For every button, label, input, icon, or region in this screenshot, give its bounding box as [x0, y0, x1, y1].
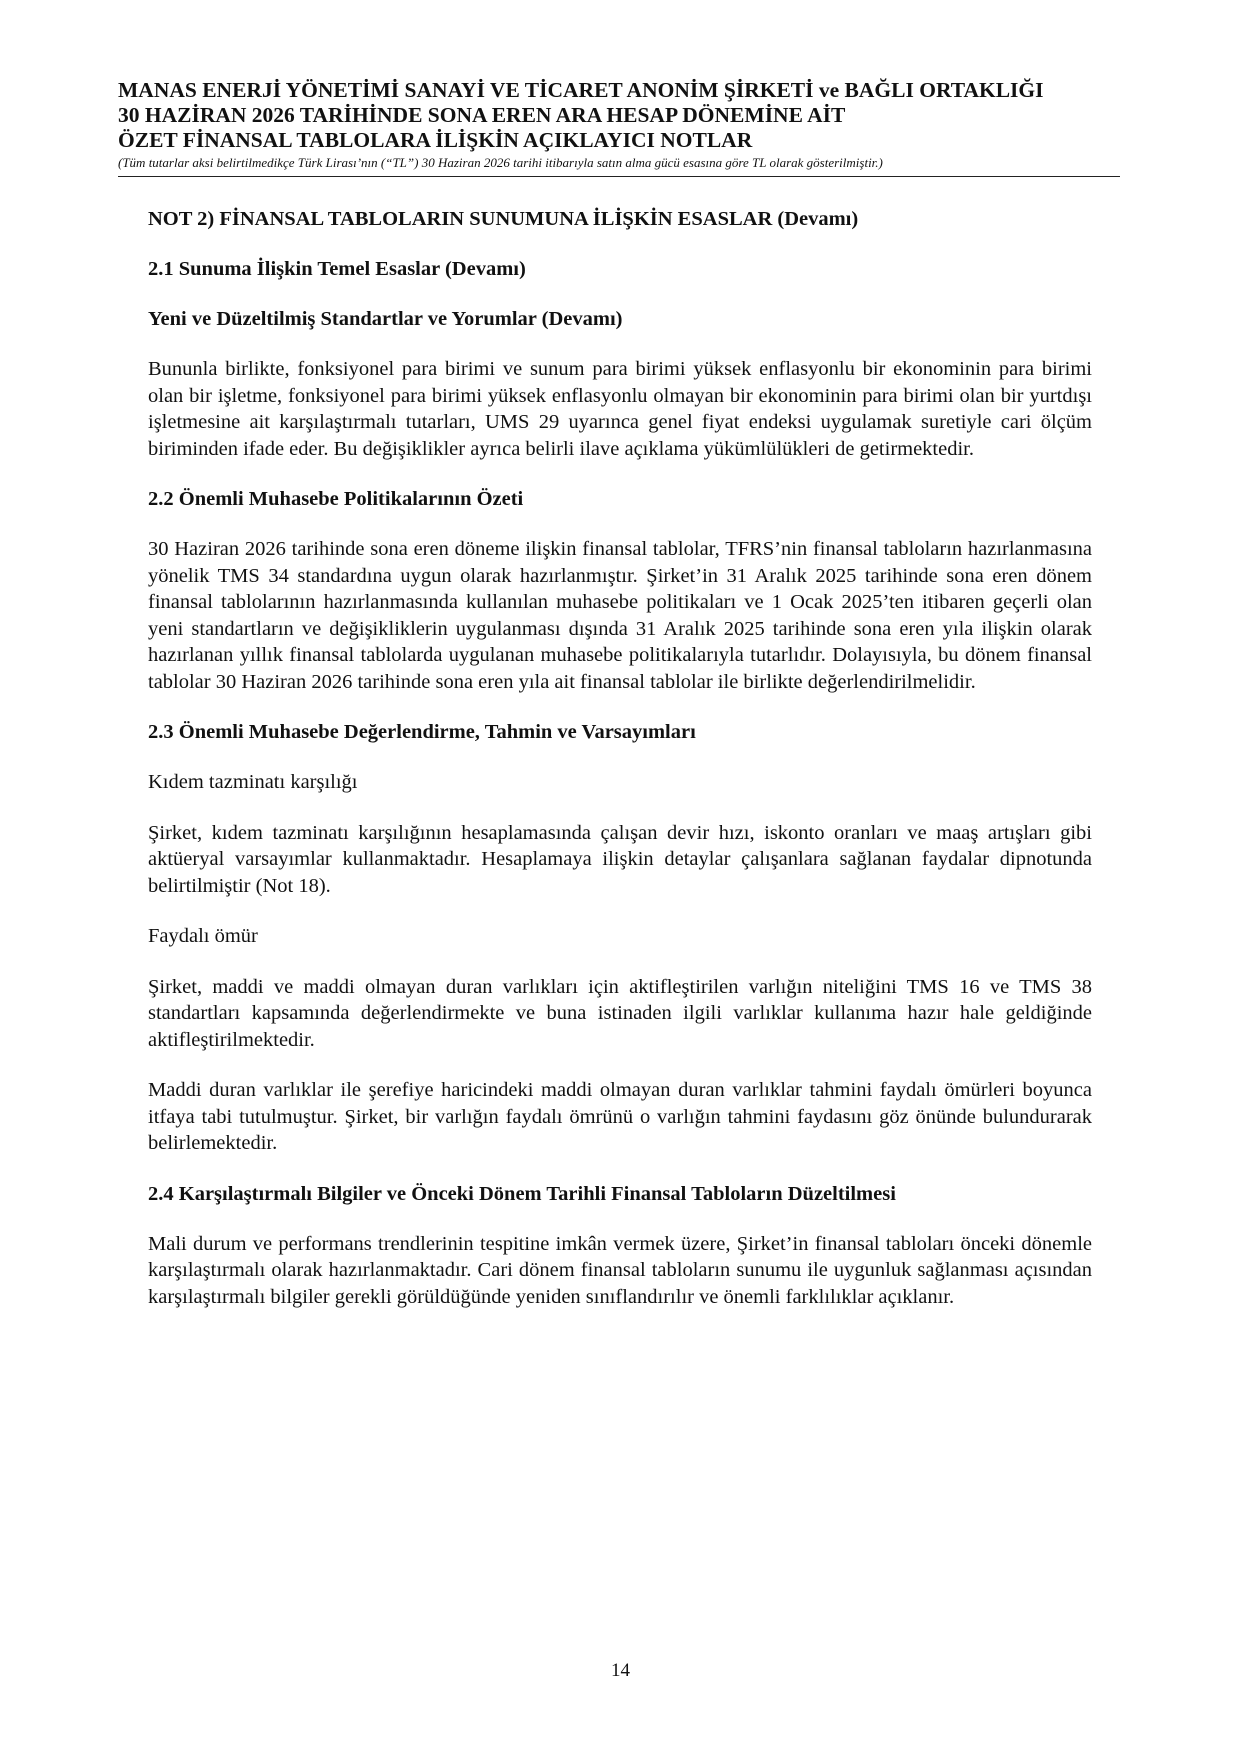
section-2-2-title: 2.2 Önemli Muhasebe Politikalarının Özeti [148, 488, 524, 510]
section-2-3-label-useful-life: Faydalı ömür [148, 925, 258, 947]
header-currency-note: (Tüm tutarlar aksi belirtilmedikçe Türk Lirası’nın (“TL”) 30 Haziran 2026 tarihi itibarıyla satın alma gücü esasına göre TL olarak gösterilmiştir.) [118, 155, 883, 170]
section-2-4-title: 2.4 Karşılaştırmalı Bilgiler ve Önceki Dönem Tarihli Finansal Tabloların Düzeltilmesi [148, 1182, 896, 1205]
section-2-4-paragraph: Mali durum ve performans trendlerinin tespitine imkân vermek üzere, Şirket’in finansal tabloları önceki dönemle karşılaştırmalı olarak hazırlanmaktadır. Cari dönem finansal tabloların sunumu ile uygunluk sağlanması açısından karşılaştırmalı bilgiler gerekli görüldüğünde yeniden sınıflandırılır ve önemli farklılıklar açıklanır. [148, 1232, 1092, 1308]
section-2-3-title: 2.3 Önemli Muhasebe Değerlendirme, Tahmin ve Varsayımları [148, 721, 696, 743]
section-2-3-paragraph-severance: Şirket, kıdem tazminatı karşılığının hesaplamasında çalışan devir hızı, iskonto oranları ve maaş artışları gibi aktüeryal varsayımlar kullanmaktadır. Hesaplamaya ilişkin detaylar çalışanlara sağlanan faydalar dipnotunda belirtilmiştir (Not 18). [148, 821, 1092, 897]
header-divider [118, 176, 1120, 177]
header-period: 30 HAZİRAN 2026 TARİHİNDE SONA EREN ARA HESAP DÖNEMİNE AİT [118, 103, 846, 127]
section-2-1-paragraph: Bununla birlikte, fonksiyonel para birimi ve sunum para birimi yüksek enflasyonlu bir ekonominin para birimi olan bir işletme, fonksiyonel para birimi yüksek enflasyonlu olmayan bir ekonominin para birimi olan bir yurtdışı işletmesine ait karşılaştırmalı tutarları, UMS 29 uyarınca genel fiyat endeksi uygulamak suretiyle cari ölçüm biriminden ifade eder. Bu değişiklikler ayrıca belirli ilave açıklama yükümlülükleri de getirmektedir. [148, 358, 1092, 460]
section-2-2-paragraph: 30 Haziran 2026 tarihinde sona eren döneme ilişkin finansal tablolar, TFRS’nin finansal tabloların hazırlanmasına yönelik TMS 34 standardına uygun olarak hazırlanmıştır. Şirket’in 31 Aralık 2025 tarihinde sona eren dönem finansal tablolarının hazırlanmasında kullanılan muhasebe politikaları ve 1 Ocak 2025’ten itibaren geçerli olan yeni standartların ve değişikliklerin uygulanması dışında 31 Aralık 2025 tarihinde sona eren yıla ilişkin olarak hazırlanan yıllık finansal tablolarda uygulanan muhasebe politikalarıyla tutarlıdır. Dolayısıyla, bu dönem finansal tablolar 30 Haziran 2026 tarihinde sona eren yıla ait finansal tablolar ile birlikte değerlendirilmelidir. [148, 538, 1092, 693]
header-report-title: ÖZET FİNANSAL TABLOLARA İLİŞKİN AÇIKLAYICI NOTLAR [118, 128, 753, 152]
page-number: 14 [611, 1660, 630, 1681]
section-2-3-paragraph-useful-life: Şirket, maddi ve maddi olmayan duran varlıkları için aktifleştirilen varlığın niteliğini TMS 16 ve TMS 38 standartları kapsamında değerlendirmekte ve buna istinaden ilgili varlıklar kullanıma hazır hale geldiğinde aktifleştirilmektedir. [148, 975, 1092, 1051]
note-title: NOT 2) FİNANSAL TABLOLARIN SUNUMUNA İLİŞKİN ESASLAR (Devamı) [148, 208, 859, 230]
page-content [148, 206, 1092, 1310]
header-company-name: MANAS ENERJİ YÖNETİMİ SANAYİ VE TİCARET ANONİM ŞİRKETİ ve BAĞLI ORTAKLIĞI [118, 78, 1044, 102]
section-2-3-label-severance: Kıdem tazminatı karşılığı [148, 771, 358, 793]
section-2-3-paragraph-amortization: Maddi duran varlıklar ile şerefiye haricindeki maddi olmayan duran varlıklar tahmini faydalı ömürleri boyunca itfaya tabi tutulmuştur. Şirket, bir varlığın faydalı ömrünü o varlığın tahmini faydasını göz önünde bulundurarak belirlemektedir. [148, 1079, 1092, 1154]
page-header [118, 78, 1120, 172]
section-2-1-title: 2.1 Sunuma İlişkin Temel Esaslar (Devamı) [148, 258, 526, 280]
section-2-1-subtitle: Yeni ve Düzeltilmiş Standartlar ve Yorumlar (Devamı) [148, 308, 623, 330]
